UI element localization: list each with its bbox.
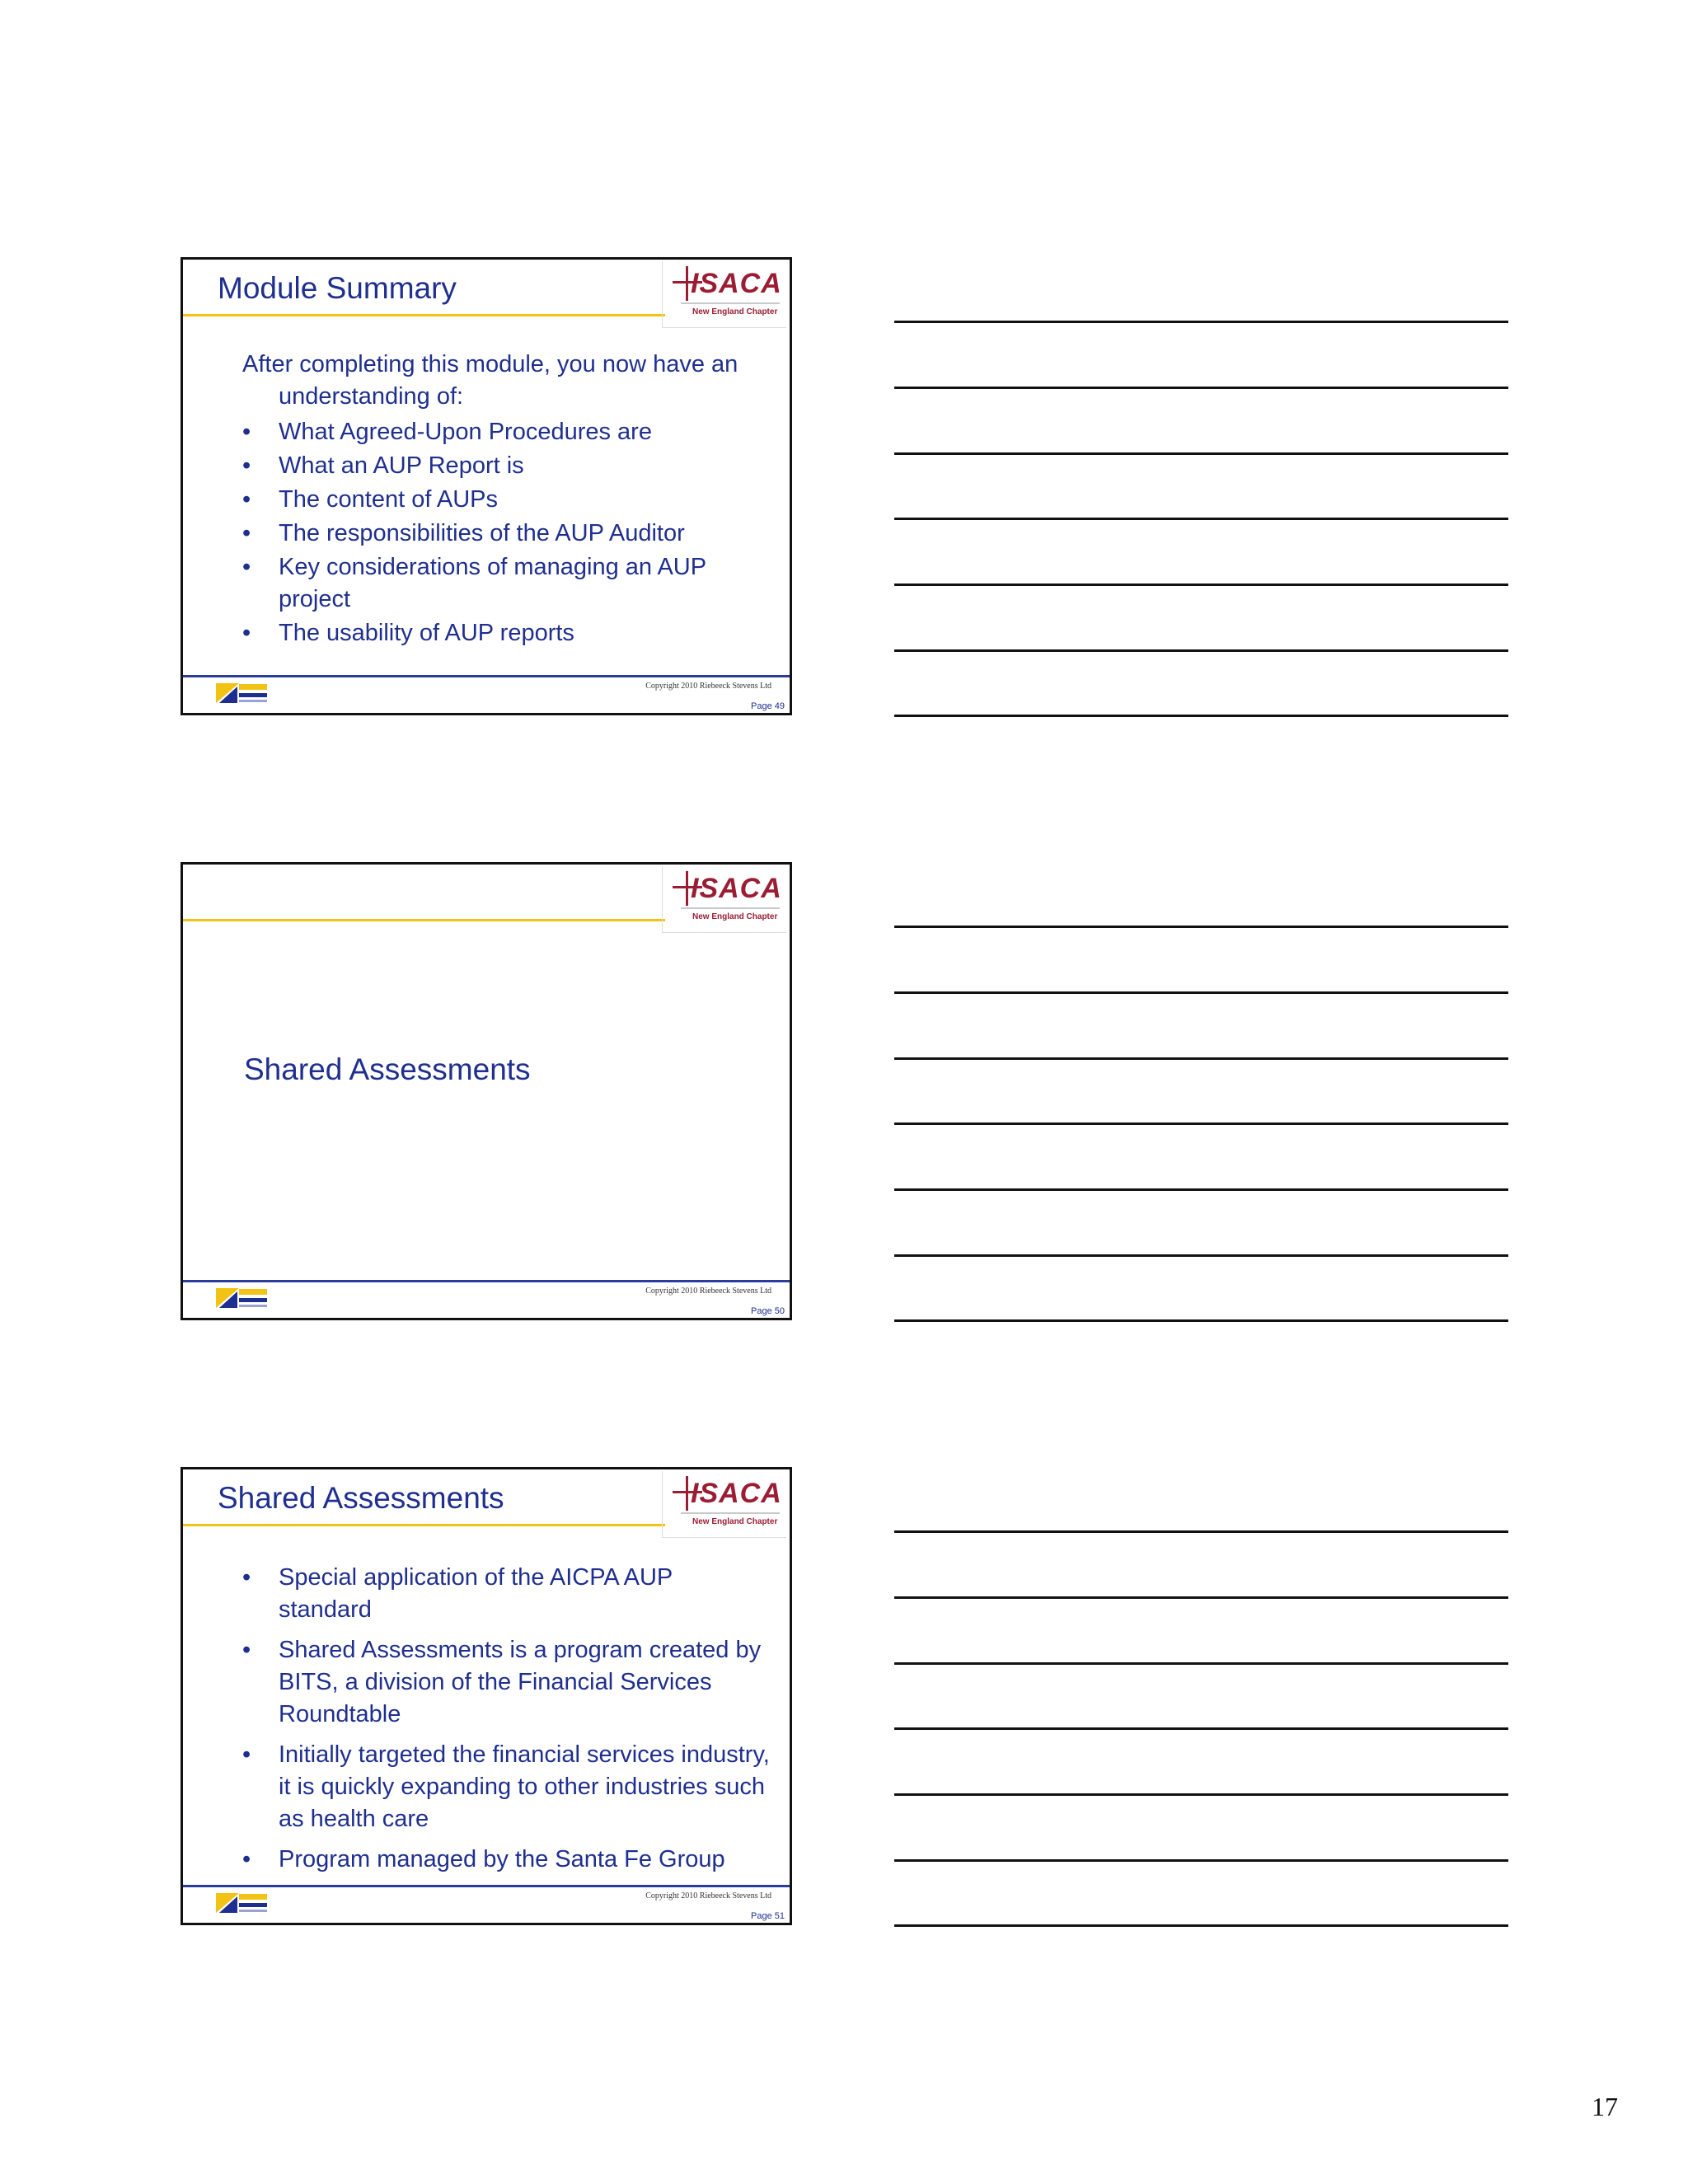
- slide-body: [242, 349, 770, 651]
- isaca-cross-icon: [686, 266, 688, 301]
- section-title: Shared Assessments: [244, 1052, 531, 1086]
- note-line: [894, 1530, 1508, 1533]
- isaca-chapter-text: New England Chapter: [692, 912, 778, 921]
- bullet-item: • The usability of AUP reports: [242, 617, 770, 649]
- isaca-cross-icon: [686, 1476, 688, 1511]
- note-line: [894, 1859, 1508, 1862]
- title-rule: [183, 919, 665, 921]
- bullet-item: • Special application of the AICPA AUP standard: [242, 1562, 770, 1626]
- bullet-list: [242, 1562, 770, 1876]
- slide-body: [242, 1558, 770, 1884]
- slide-page-number: Page 49: [751, 701, 785, 711]
- isaca-logo-text: ISACA: [691, 1478, 782, 1509]
- note-line: [894, 518, 1508, 520]
- note-line: [894, 387, 1508, 389]
- bullet-item: • What Agreed-Upon Procedures are: [242, 416, 770, 448]
- footer-rule: [183, 1280, 790, 1282]
- bullet-item: • Key considerations of managing an AUP project: [242, 551, 770, 616]
- isaca-tagline: [681, 907, 780, 909]
- isaca-tagline: [681, 1512, 780, 1514]
- bullet-item: • What an AUP Report is: [242, 450, 770, 482]
- note-line: [894, 1793, 1508, 1796]
- isaca-logo-text: ISACA: [691, 268, 782, 299]
- riebeeck-stevens-logo: [216, 1286, 269, 1311]
- note-line: [894, 452, 1508, 455]
- slide-page-number: Page 51: [751, 1911, 785, 1921]
- isaca-chapter-text: New England Chapter: [692, 1517, 778, 1526]
- footer-rule: [183, 1885, 790, 1887]
- copyright-text: Copyright 2010 Riebeeck Stevens Ltd: [645, 1286, 771, 1296]
- isaca-tagline: [681, 302, 780, 304]
- page-number: 17: [1592, 2092, 1618, 2121]
- bullet-item: • Program managed by the Santa Fe Group: [242, 1844, 770, 1876]
- note-line: [894, 991, 1508, 994]
- footer-rule: [183, 675, 790, 677]
- title-rule: [183, 314, 665, 316]
- title-rule: [183, 1524, 665, 1526]
- note-line: [894, 715, 1508, 717]
- copyright-text: Copyright 2010 Riebeeck Stevens Ltd: [645, 1891, 771, 1900]
- note-line: [894, 1254, 1508, 1257]
- slide-module-summary: [181, 257, 792, 715]
- copyright-text: Copyright 2010 Riebeeck Stevens Ltd: [645, 682, 771, 691]
- isaca-logo: [662, 1471, 786, 1538]
- slide-title: Module Summary: [218, 271, 457, 305]
- note-line: [894, 583, 1508, 586]
- slide-shared-assessments-section: [181, 862, 792, 1320]
- slide-page-number: Page 50: [751, 1306, 785, 1316]
- note-line: [894, 1122, 1508, 1125]
- note-line: [894, 1057, 1508, 1060]
- isaca-logo-text: ISACA: [691, 873, 782, 904]
- riebeeck-stevens-logo: [216, 1891, 269, 1916]
- note-line: [894, 321, 1508, 323]
- slide-shared-assessments: [181, 1467, 792, 1925]
- bullet-list: [242, 416, 770, 649]
- riebeeck-stevens-logo: [216, 682, 269, 706]
- isaca-cross-icon: [686, 871, 688, 906]
- note-line: [894, 1924, 1508, 1927]
- note-line: [894, 649, 1508, 652]
- note-line: [894, 926, 1508, 928]
- note-line: [894, 1596, 1508, 1599]
- bullet-item: • Initially targeted the financial services industry, it is quickly expanding to other industries such as health care: [242, 1739, 770, 1835]
- bullet-item: • The content of AUPs: [242, 484, 770, 516]
- note-line: [894, 1727, 1508, 1730]
- bullet-item: • Shared Assessments is a program created by BITS, a division of the Financial Services Roundtable: [242, 1634, 770, 1731]
- isaca-logo: [662, 261, 786, 328]
- note-line: [894, 1319, 1508, 1322]
- note-line: [894, 1188, 1508, 1191]
- bullet-item: • The responsibilities of the AUP Auditor: [242, 518, 770, 550]
- isaca-chapter-text: New England Chapter: [692, 307, 778, 316]
- isaca-logo: [662, 866, 786, 933]
- intro-text: After completing this module, you now have an understanding of:: [242, 351, 738, 410]
- note-line: [894, 1662, 1508, 1665]
- slide-title: Shared Assessments: [218, 1481, 504, 1515]
